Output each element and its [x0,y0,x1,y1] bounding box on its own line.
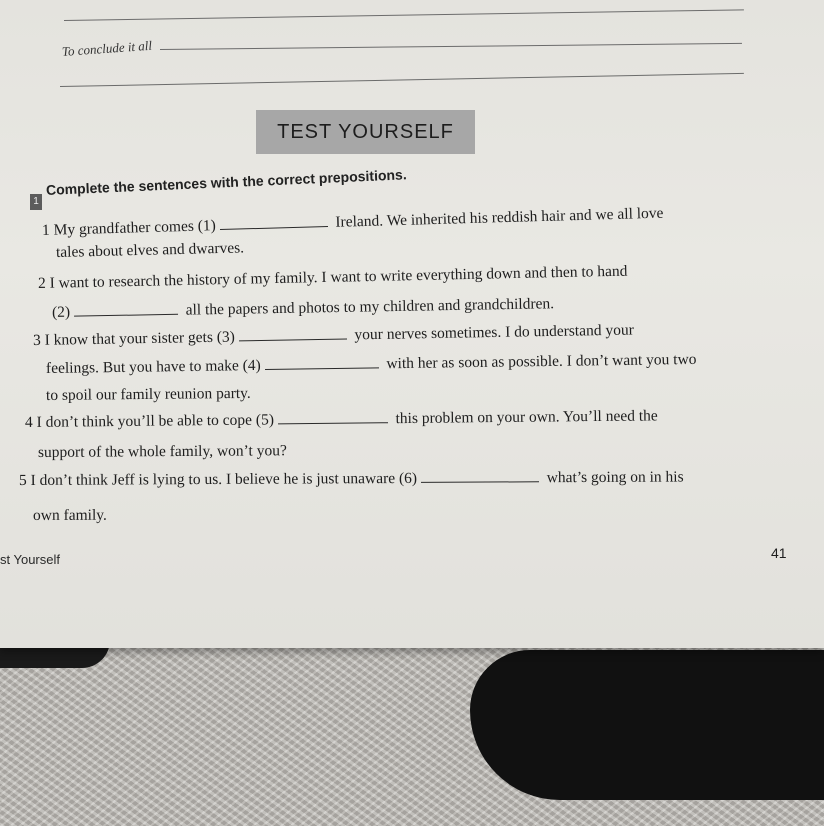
answer-blank-5[interactable] [278,410,388,424]
sentence-text: support of the whole family, won’t you? [37,442,287,461]
writing-line [60,73,744,87]
sentence-text: all the papers and photos to my children and grandchildren. [185,295,555,319]
writing-line [160,43,742,50]
sentence-line [38,442,287,462]
sentence-text: Ireland. We inherited his reddish hair and we all love [335,204,664,231]
sentence-text: what’s going on in his [546,468,684,487]
sentence-line [25,407,658,432]
sentence-line [19,469,684,490]
sentence-text: this problem on your own. You’ll need the [395,407,658,428]
test-yourself-banner [256,110,475,154]
sentence-text: your nerves sometimes. I do understand your [354,321,634,344]
banner-title: TEST YOURSELF [277,120,454,143]
sentence-line [56,239,244,262]
sentence-line [46,351,697,378]
page-number: 41 [771,545,787,561]
answer-blank-4[interactable] [265,355,379,370]
answer-blank-2[interactable] [74,302,178,317]
sentence-line [52,295,554,322]
sentence-line [33,507,107,525]
rug-dark-patch [470,650,824,800]
sentence-line [33,322,634,350]
exercise-number-badge: 1 [30,194,42,210]
sentence-text: 3 I know that your sister gets (3) [32,328,236,349]
conclude-label: To conclude it all [61,37,153,59]
sentence-text: (2) [51,303,71,321]
sentence-text: 5 I don’t think Jeff is lying to us. I believe he is just unaware (6) [18,469,418,489]
answer-blank-6[interactable] [421,469,539,483]
sentence-line [46,385,251,405]
sentence-text: feelings. But you have to make (4) [45,357,261,377]
writing-line [64,9,744,21]
sentence-text: 4 I don’t think you’ll be able to cope (5) [24,411,275,431]
sentence-text: tales about elves and dwarves. [55,239,245,261]
sentence-line [38,263,628,293]
sentence-text: with her as soon as possible. I don’t want you two [386,350,697,373]
answer-blank-3[interactable] [239,327,347,342]
sentence-text: 1 My grandfather comes (1) [41,217,217,239]
exercise-instruction: Complete the sentences with the correct prepositions. [45,166,407,198]
answer-blank-1[interactable] [219,214,327,230]
sentence-line [42,205,664,240]
footer-section-label: st Yourself [0,552,60,567]
sentence-text: 2 I want to research the history of my family. I want to write everything down and then to hand [37,262,628,292]
sentence-text: own family. [32,506,107,524]
sentence-text: to spoil our family reunion party. [45,384,251,404]
